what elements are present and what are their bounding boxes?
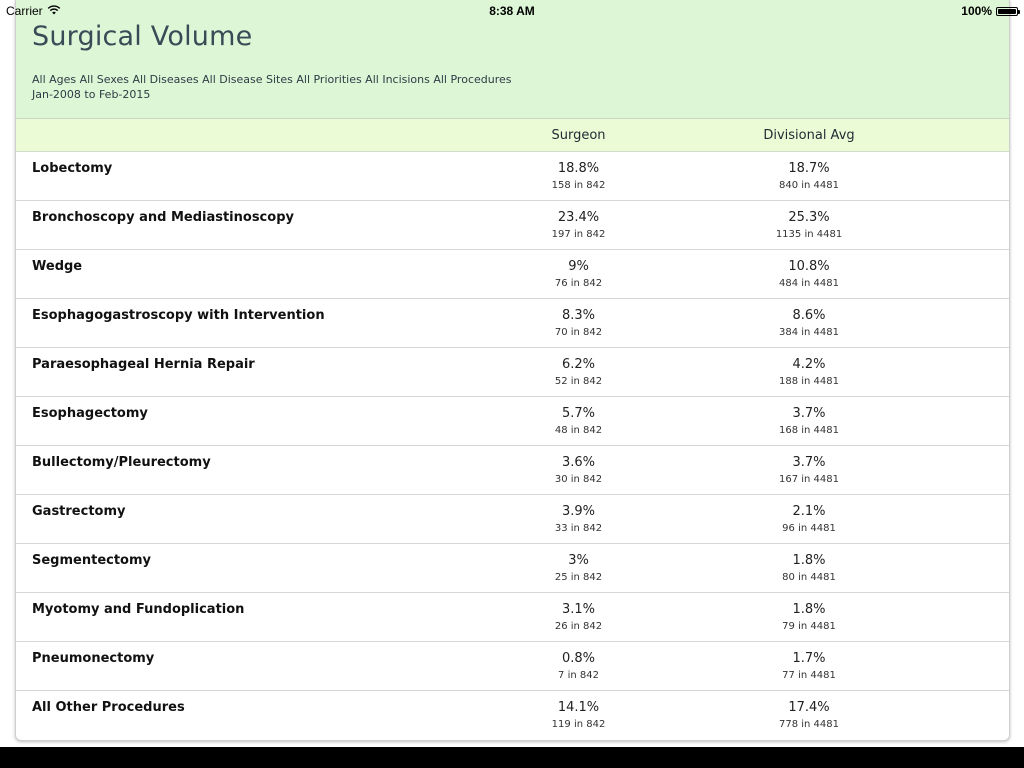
divisional-count: 167 in 4481	[778, 474, 839, 485]
surgeon-count: 25 in 842	[554, 572, 603, 583]
table-row[interactable]	[16, 152, 1009, 201]
battery-icon	[996, 7, 1018, 16]
divisional-count: 484 in 4481	[778, 278, 839, 289]
surgical-volume-card	[15, 0, 1010, 741]
surgeon-count: 33 in 842	[554, 523, 603, 534]
divisional-cell	[729, 553, 889, 585]
procedure-name: Segmentectomy	[32, 553, 152, 568]
date-range: Jan-2008 to Feb-2015	[32, 88, 151, 101]
procedure-name: Esophagogastroscopy with Intervention	[32, 308, 325, 323]
surgeon-percent: 9%	[568, 259, 589, 274]
surgeon-cell	[496, 455, 661, 487]
table-row[interactable]	[16, 397, 1009, 446]
table-row[interactable]	[16, 250, 1009, 299]
surgeon-cell	[496, 210, 661, 242]
surgeon-cell	[496, 504, 661, 536]
divisional-cell	[729, 308, 889, 340]
surgeon-count: 30 in 842	[554, 474, 603, 485]
surgeon-cell	[496, 259, 661, 291]
divisional-cell	[729, 602, 889, 634]
divisional-cell	[729, 161, 889, 193]
divisional-percent: 3.7%	[792, 455, 826, 470]
surgeon-count: 119 in 842	[551, 719, 606, 730]
divisional-percent: 18.7%	[788, 161, 830, 176]
surgeon-count: 158 in 842	[551, 180, 606, 191]
page-title: Surgical Volume	[32, 21, 253, 52]
divisional-cell	[729, 406, 889, 438]
surgeon-cell	[496, 553, 661, 585]
divisional-count: 168 in 4481	[778, 425, 839, 436]
surgeon-percent: 23.4%	[557, 210, 600, 225]
surgeon-count: 70 in 842	[554, 327, 603, 338]
surgeon-percent: 18.8%	[557, 161, 600, 176]
filter-text: All Ages All Sexes All Diseases All Disease Sites All Priorities All Incisions All Procedures	[32, 73, 512, 86]
procedure-name: Paraesophageal Hernia Repair	[32, 357, 255, 372]
divisional-count: 384 in 4481	[778, 327, 839, 338]
divisional-cell	[729, 210, 889, 242]
divisional-percent: 4.2%	[792, 357, 826, 372]
divisional-percent: 2.1%	[792, 504, 826, 519]
surgeon-percent: 3.1%	[561, 602, 596, 617]
bottom-bar	[0, 747, 1024, 768]
procedure-name: Bullectomy/Pleurectomy	[32, 455, 211, 470]
table-row[interactable]	[16, 642, 1009, 691]
surgeon-percent: 0.8%	[561, 651, 596, 666]
divisional-count: 840 in 4481	[778, 180, 839, 191]
surgeon-count: 52 in 842	[554, 376, 603, 387]
divisional-cell	[729, 455, 889, 487]
surgeon-percent: 8.3%	[561, 308, 596, 323]
divisional-cell	[729, 259, 889, 291]
divisional-percent: 3.7%	[792, 406, 826, 421]
surgeon-cell	[496, 357, 661, 389]
procedure-name: Bronchoscopy and Mediastinoscopy	[32, 210, 294, 225]
column-header-surgeon[interactable]: Surgeon	[551, 128, 606, 143]
divisional-count: 188 in 4481	[778, 376, 839, 387]
table-row[interactable]	[16, 299, 1009, 348]
procedure-name: Gastrectomy	[32, 504, 126, 519]
surgeon-cell	[496, 700, 661, 732]
surgeon-percent: 3.6%	[561, 455, 596, 470]
table-row[interactable]	[16, 593, 1009, 642]
procedure-name: Wedge	[32, 259, 83, 274]
carrier-label: Carrier	[6, 4, 43, 18]
surgeon-percent: 3%	[568, 553, 589, 568]
divisional-percent: 1.8%	[792, 553, 826, 568]
procedure-name: Lobectomy	[32, 161, 113, 176]
procedure-name: Pneumonectomy	[32, 651, 155, 666]
divisional-percent: 17.4%	[788, 700, 830, 715]
surgeon-cell	[496, 161, 661, 193]
divisional-cell	[729, 504, 889, 536]
column-header-row	[16, 119, 1009, 152]
battery-group	[961, 4, 1018, 18]
column-header-divisional-avg[interactable]: Divisional Avg	[763, 128, 855, 143]
status-bar	[0, 0, 1024, 20]
surgeon-cell	[496, 651, 661, 683]
surgeon-cell	[496, 406, 661, 438]
divisional-percent: 8.6%	[792, 308, 826, 323]
divisional-count: 79 in 4481	[782, 621, 836, 632]
table-row[interactable]	[16, 446, 1009, 495]
surgeon-percent: 3.9%	[561, 504, 596, 519]
divisional-cell	[729, 357, 889, 389]
divisional-cell	[729, 651, 889, 683]
surgeon-percent: 14.1%	[557, 700, 600, 715]
divisional-count: 96 in 4481	[782, 523, 836, 534]
procedure-name: All Other Procedures	[32, 700, 185, 715]
surgeon-count: 197 in 842	[551, 229, 606, 240]
table-row[interactable]	[16, 348, 1009, 397]
filter-summary[interactable]	[32, 72, 512, 102]
divisional-count: 1135 in 4481	[775, 229, 843, 240]
surgeon-cell	[496, 308, 661, 340]
table-row[interactable]	[16, 495, 1009, 544]
divisional-percent: 1.7%	[792, 651, 826, 666]
divisional-percent: 1.8%	[792, 602, 826, 617]
divisional-percent: 10.8%	[788, 259, 830, 274]
surgeon-count: 26 in 842	[554, 621, 603, 632]
divisional-percent: 25.3%	[788, 210, 830, 225]
divisional-count: 77 in 4481	[782, 670, 836, 681]
divisional-cell	[729, 700, 889, 732]
battery-fill	[998, 9, 1016, 14]
clock: 8:38 AM	[489, 4, 535, 18]
procedure-name: Myotomy and Fundoplication	[32, 602, 245, 617]
divisional-count: 778 in 4481	[778, 719, 839, 730]
surgeon-percent: 6.2%	[561, 357, 596, 372]
procedure-table	[16, 152, 1009, 740]
surgeon-cell	[496, 602, 661, 634]
procedure-name: Esophagectomy	[32, 406, 148, 421]
battery-percent: 100%	[961, 4, 992, 18]
table-row[interactable]	[16, 691, 1009, 740]
table-row[interactable]	[16, 544, 1009, 593]
surgeon-count: 48 in 842	[554, 425, 603, 436]
surgeon-count: 7 in 842	[558, 670, 599, 681]
divisional-count: 80 in 4481	[782, 572, 836, 583]
table-row[interactable]	[16, 201, 1009, 250]
surgeon-percent: 5.7%	[561, 406, 596, 421]
surgeon-count: 76 in 842	[554, 278, 603, 289]
